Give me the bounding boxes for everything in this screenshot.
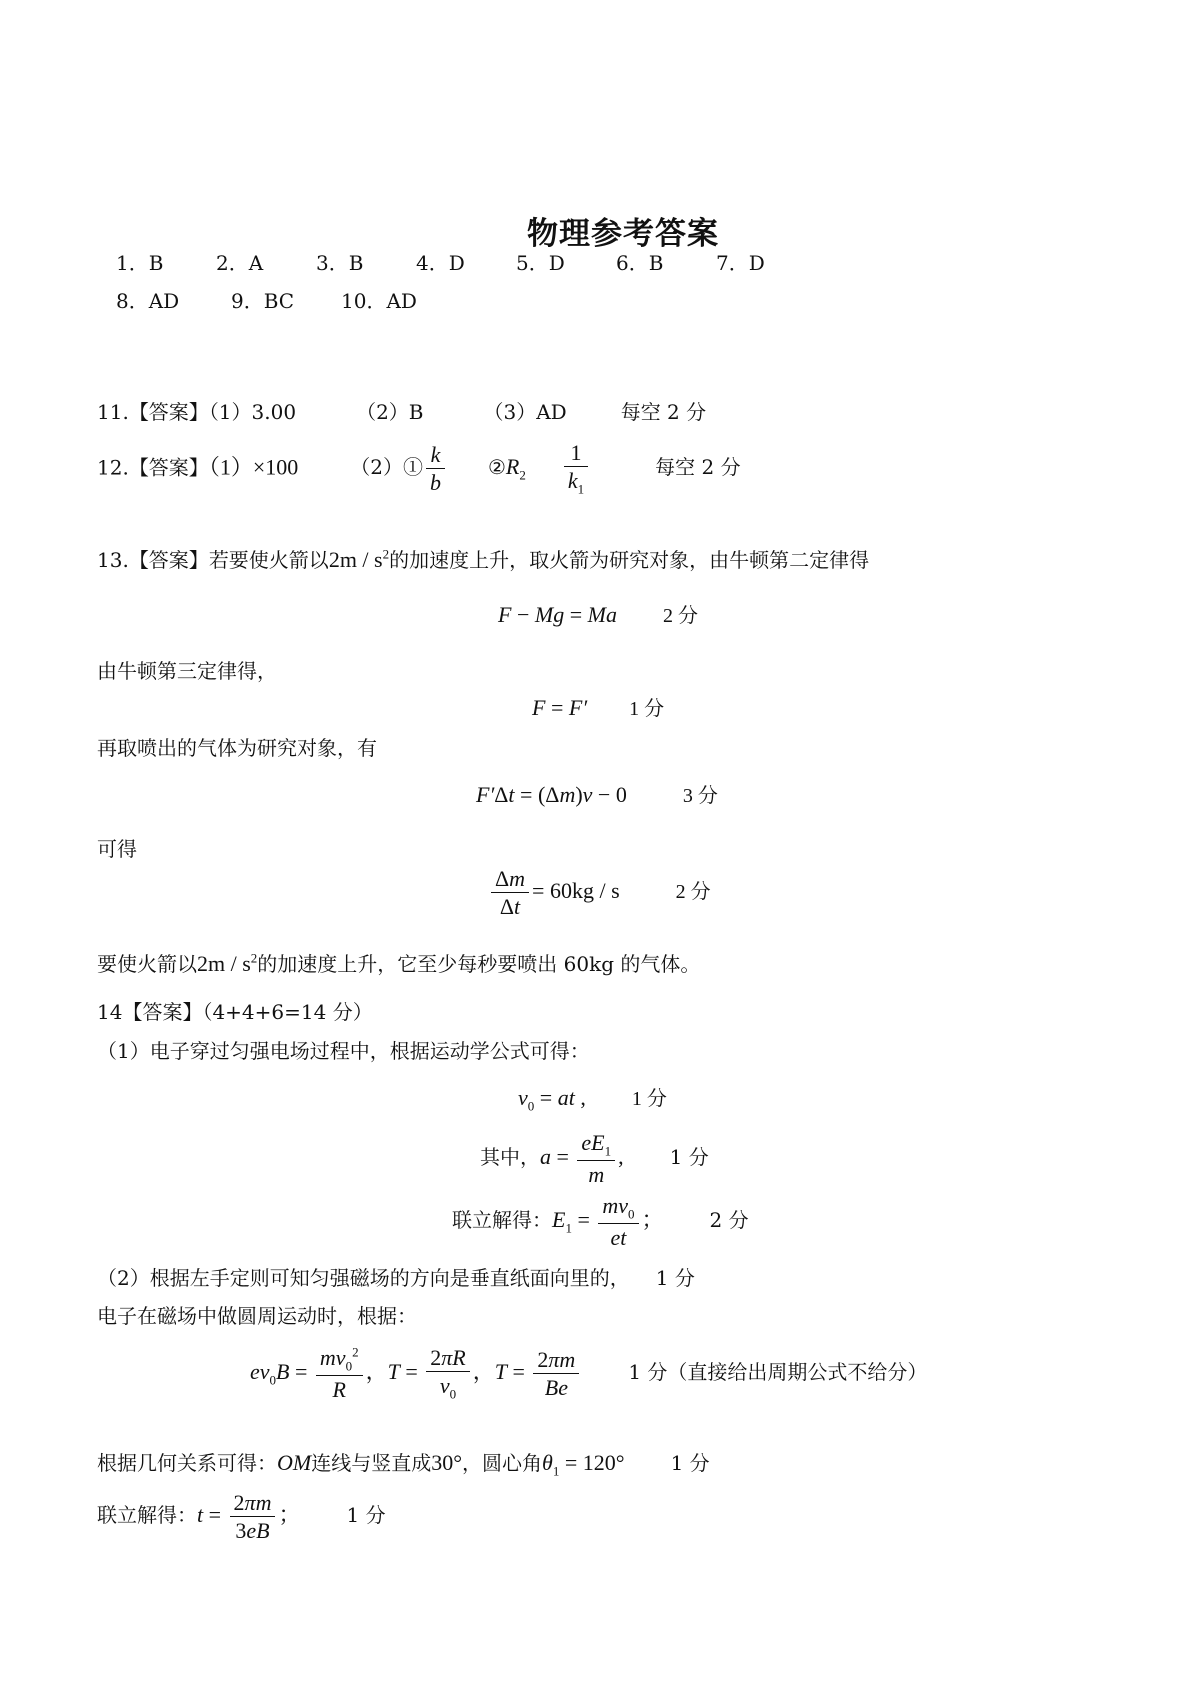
q12-part-3: ② — [487, 455, 506, 480]
q14-text-5-score: 1 分 — [346, 1502, 386, 1527]
mc-row-2 — [116, 285, 417, 314]
q14-text-4c: ，圆心角 — [462, 1451, 543, 1475]
q14-eq1-score: 1 分 — [631, 1088, 667, 1110]
q12-fraction-1-over-k1: $\frac{1}{k_1}$ — [564, 440, 588, 498]
q14-eq2-score: 1 分 — [669, 1144, 709, 1169]
q12-part-2: （2）① — [350, 455, 423, 480]
q13-text-1a: 若要使火箭以 — [208, 548, 329, 572]
q14-eq3-score: 2 分 — [709, 1207, 749, 1232]
mc-row-1 — [116, 247, 816, 276]
q13-text-2: 由牛顿第三定律得， — [97, 659, 277, 683]
q13-accel-value-2: $2m / s^2$ — [197, 950, 258, 976]
mc-answer-3: 3．B — [316, 251, 364, 275]
mc-answer-1: 1．B — [116, 251, 164, 275]
q14-text-2: （2）根据左手定则可知匀强磁场的方向是垂直纸面向里的， — [97, 1266, 630, 1290]
q13-equation-4 — [488, 866, 711, 920]
q13-text-3: 再取喷出的气体为研究对象，有 — [97, 736, 377, 760]
q13-dm-dt-fraction: $\frac{\Delta m}{\Delta t}$ — [491, 866, 529, 920]
q14-eq4-fraction-2: $\frac{2\pi R}{v_0}$ — [426, 1345, 469, 1403]
q14-angle-30: 30° — [431, 1450, 463, 1475]
q12-number: 12. — [97, 455, 129, 480]
mc-answer-2: 2．A — [216, 251, 264, 275]
q13-text-1b: 的加速度上升，取火箭为研究对象，由牛顿第二定律得 — [389, 548, 870, 572]
q14-eq2-fraction: $\frac{eE_1}{m}$ — [577, 1130, 615, 1188]
q13-text-5b: 的加速度上升，它至少每秒要喷出 60kg 的气体。 — [257, 952, 701, 976]
q14-eq3-prefix: 联立解得： — [452, 1207, 552, 1232]
mc-answer-4: 4．D — [416, 251, 465, 275]
q14-equation-4: $ev_0B$ = $\frac{mv_0^2}{R}$ ，T = $\frac{2\pi R}{v_0}$ ，T = $\frac{2\pi m}{Be}$ 1 分（直接给出周期公式不给分） — [250, 1344, 928, 1403]
q14-text-4a: 根据几何关系可得： — [97, 1451, 277, 1475]
q14-om-label: OM — [277, 1450, 312, 1475]
mc-answer-6: 6．B — [616, 251, 664, 275]
q13-eq1-score: 2 分 — [662, 605, 698, 627]
q13-tag: 【答案】 — [128, 548, 209, 572]
q13-eq4-rhs: = 60kg / s — [532, 877, 620, 903]
q14-eq4-fraction-1: $\frac{mv_0^2}{R}$ — [316, 1345, 363, 1403]
q14-eq4-score: 1 分（直接给出周期公式不给分） — [628, 1359, 928, 1384]
mc-answer-5: 5．D — [516, 251, 565, 275]
q14-text-4b: 连线与竖直成 — [311, 1451, 432, 1475]
q11-tag: 【答案】 — [128, 400, 209, 424]
q13-equation-1: F − Mg = Ma 2 分 — [498, 602, 698, 627]
q12-resistor-r2: $R_2$ — [505, 454, 526, 483]
page-title: 物理参考答案 — [527, 216, 719, 252]
q14-line-4 — [97, 1447, 710, 1479]
q14-line-5: 联立解得：t = $\frac{2\pi m}{3eB}$ ； 1 分 — [97, 1490, 386, 1544]
q13-line-5 — [97, 948, 700, 977]
q11-part-3: （3）AD — [483, 400, 567, 424]
q13-equation-3: F′Δt = (Δm)v − 0 3 分 — [476, 782, 718, 807]
q12-answer — [97, 440, 741, 498]
mc-answer-10: 10．AD — [341, 289, 417, 313]
q11-answer — [97, 396, 706, 425]
q12-fraction-k-over-b: $\frac{k}{b}$ — [426, 442, 445, 496]
q14-text-1: （1）电子穿过匀强电场过程中，根据运动学公式可得： — [97, 1039, 590, 1063]
q12-score: 每空 2 分 — [655, 455, 741, 480]
q14-text-4-score: 1 分 — [670, 1451, 710, 1475]
mc-answer-9: 9．BC — [231, 289, 295, 313]
mc-answer-8: 8．AD — [116, 289, 180, 313]
q13-accel-value: $2m / s^2$ — [328, 546, 390, 572]
q14-text-2-score: 1 分 — [655, 1266, 695, 1290]
q14-eq2-prefix: 其中， — [480, 1144, 540, 1169]
q11-part-1: （1）3.00 — [208, 400, 297, 424]
q14-line-2 — [97, 1262, 695, 1291]
q14-eq3-fraction: $\frac{mv_0}{et}$ — [598, 1193, 638, 1251]
q14-eq5-fraction: $\frac{2\pi m}{3eB}$ — [230, 1490, 276, 1544]
q13-text-5a: 要使火箭以 — [97, 952, 197, 976]
q13-equation-2: F = F′ 1 分 — [532, 695, 665, 720]
q14-text-5: 联立解得： — [97, 1502, 197, 1527]
q14-equation-1: $v_0$ = at , 1 分 — [518, 1085, 667, 1114]
q14-equation-2: 其中，a = $\frac{eE_1}{m}$ , 1 分 — [480, 1130, 709, 1188]
q12-tag: 【答案】 — [128, 455, 209, 480]
q13-number: 13. — [97, 548, 129, 572]
q13-line-1 — [97, 544, 869, 573]
q13-text-4: 可得 — [97, 837, 137, 861]
q14-theta-equation: $\theta_1 = 120^\circ$ — [542, 1450, 625, 1479]
q12-part-1: （1）×100 — [208, 454, 299, 480]
q14-text-3: 电子在磁场中做圆周运动时，根据： — [97, 1304, 417, 1328]
q11-number: 11. — [97, 400, 129, 424]
q11-score: 每空 2 分 — [620, 400, 707, 424]
q14-heading: 14【答案】（4+4+6=14 分） — [97, 1000, 373, 1024]
mc-answer-7: 7．D — [716, 251, 765, 275]
q13-eq2-score: 1 分 — [629, 698, 665, 720]
q13-eq3-score: 3 分 — [682, 785, 718, 807]
q14-equation-3: 联立解得：$E_1$ = $\frac{mv_0}{et}$ ； 2 分 — [452, 1193, 749, 1251]
q13-eq4-score: 2 分 — [675, 880, 711, 903]
q11-part-2: （2）B — [356, 400, 424, 424]
q14-eq4-fraction-3: $\frac{2\pi m}{Be}$ — [533, 1347, 579, 1401]
